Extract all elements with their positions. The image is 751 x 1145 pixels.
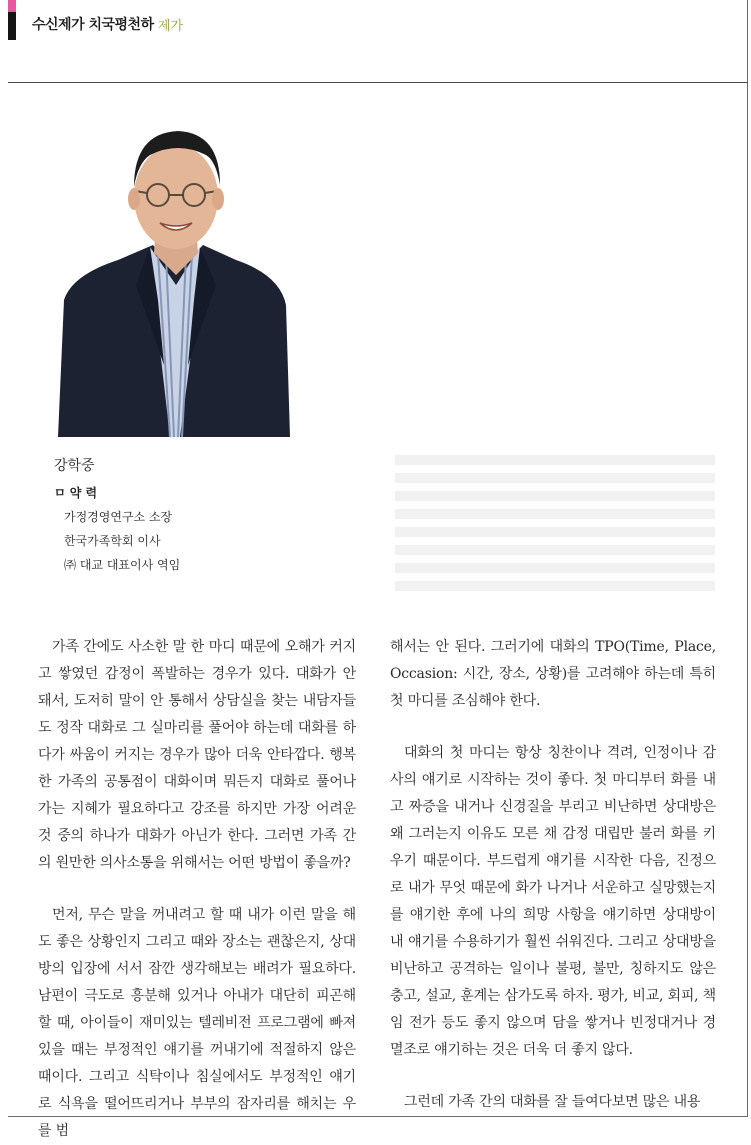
article-paragraph: 먼저, 무슨 말을 꺼내려고 할 때 내가 이런 말을 해도 좋은 상황인지 그리고 때와 장소는 괜찮은지, 상대방의 입장에 서서 잠깐 생각해보는 배려가 필요하다. 남편이 극도로 흥분해 있거나 아내가 대단히 피곤해 할 때, 아이들이 재미있는 텔레비전 프로그램에 빠져 있을 때는 부정적인 얘기를 꺼내기에 적절하지 않은 때이다. 그리고 식탁이나 침실에서도 부정적인 얘기로 식욕을 떨어뜨리거나 부부의 잠자리를 해치는 우를 범 [38, 907, 356, 1139]
career-item: ㈜ 대교 대표이사 역임 [64, 558, 181, 572]
author-portrait [58, 125, 290, 437]
article-paragraph: 대화의 첫 마디는 항상 칭찬이나 격려, 인정이나 감사의 얘기로 시작하는 것이 좋다. 첫 마디부터 화를 내고 짜증을 내거나 신경질을 부리고 비난하면 상대방은 왜 그러는지 이유도 모른 채 감정 대립만 불러 화를 키우기 때문이다. 부드럽게 얘기를 시작한 다음, 진정으로 내가 무엇 때문에 화가 나거나 서운하고 실망했는지를 얘기한 후에 나의 희망 사항을 얘기하면 상대방이 내 얘기를 수용하기가 훨씬 쉬워진다. 그리고 상대방을 비난하고 공격하는 일이나 불평, 불만, 칭하지도 않은 충고, 설교, 훈계는 삼가도록 하자. 평가, 비교, 회피, 책임 전가 등도 좋지 않으며 담을 쌓거나 빈정대거나 경멸조로 얘기하는 것은 더욱 더 좋지 않다. [390, 745, 716, 1058]
header-black-marker [8, 12, 16, 40]
header-pink-accent [8, 0, 16, 12]
author-name: 강학중 [54, 458, 95, 474]
article-paragraph: 해서는 안 된다. 그러기에 대화의 TPO(Time, Place, Occasion: 시간, 장소, 상황)를 고려해야 하는데 특히 첫 마디를 조심해야 한다. [390, 639, 716, 709]
article-paragraph: 가족 간에도 사소한 말 한 마디 때문에 오해가 커지고 쌓였던 감정이 폭발하는 경우가 있다. 대화가 안 돼서, 도저히 말이 안 통해서 상담실을 찾는 내담자들도 정작 대화로 그 실마리를 풀어야 하는데 대화를 하다가 싸움이 커지는 경우가 많아 더욱 안타깝다. 행복한 가족의 공통점이 대화이며 뭐든지 대화로 풀어나가는 지혜가 필요하다고 강조를 하지만 가장 어려운 것 중의 하나가 대화가 아닌가 한다. 그러면 가족 간의 원만한 의사소통을 위해서는 어떤 방법이 좋을까? [38, 639, 356, 871]
header-divider [8, 82, 748, 83]
article-column-left [38, 634, 356, 1145]
career-item: 가정경영연구소 소장 [64, 510, 173, 524]
page-header [0, 0, 751, 82]
career-label: ㅁ 약 력 [54, 486, 98, 500]
article-paragraph: 그런데 가족 간의 대화를 잘 들여다보면 많은 내용 [404, 1094, 701, 1110]
article-column-right [390, 634, 716, 1116]
section-title: 수신제가 치국평천하 [32, 17, 154, 33]
section-subtitle: 제가 [158, 19, 184, 34]
career-item: 한국가족학회 이사 [64, 534, 161, 548]
bleed-through-text [395, 455, 715, 599]
